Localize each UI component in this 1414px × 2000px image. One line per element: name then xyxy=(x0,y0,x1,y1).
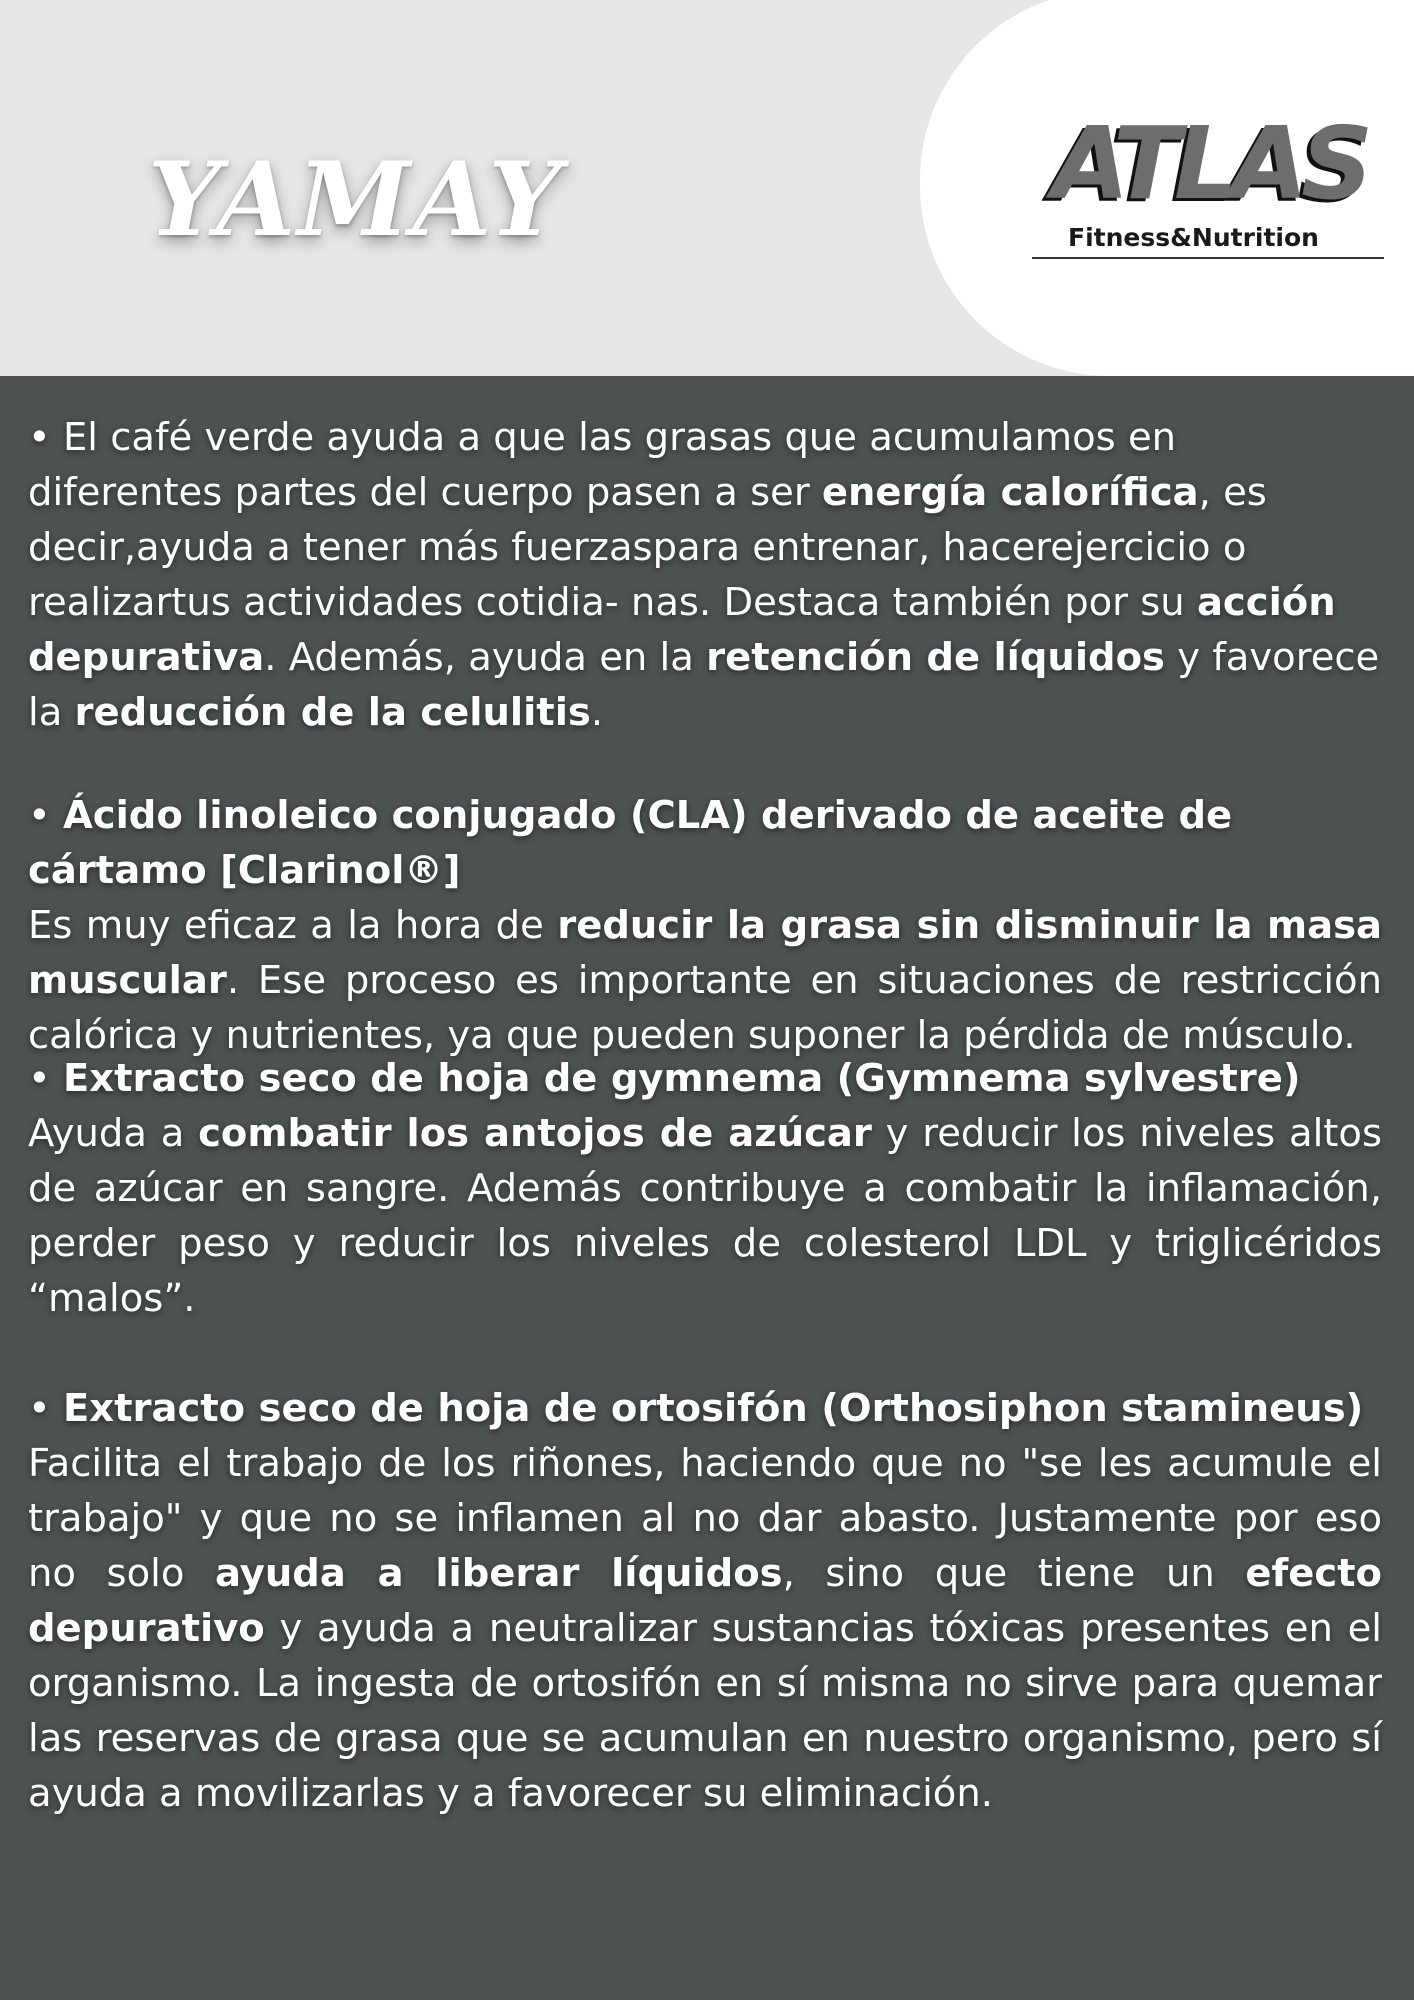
ingredients-content xyxy=(28,410,1382,1821)
logo-underline xyxy=(1032,257,1384,259)
ingredient-paragraph-cafe-verde xyxy=(28,410,1382,740)
ingredient-paragraph-gymnema xyxy=(28,1106,1382,1326)
highlight-text: acción depurativa xyxy=(28,580,1336,680)
logo-wordmark: ATLAS xyxy=(1052,105,1367,222)
highlight-text: efecto depurativo xyxy=(28,1551,1383,1651)
bullet: • xyxy=(28,793,63,838)
highlight-text: retención de líquidos xyxy=(706,635,1165,680)
ingredient-heading-cla xyxy=(28,788,1382,898)
paragraph-text: , sino que tiene un xyxy=(782,1551,1246,1596)
paragraph-text: , es decir,ayuda a tener más fuerzaspara entrenar, hacerejercicio o realizartus actividades cotidia- nas. Destaca también por su xyxy=(28,470,1267,625)
bullet: • xyxy=(28,1056,63,1101)
header-banner xyxy=(0,0,1414,376)
highlight-text: ayuda a liberar líquidos xyxy=(215,1551,783,1596)
paragraph-text: . Ese proceso es importante en situaciones de restricción calórica y nutrientes, ya que pueden suponer la pérdida de músculo. xyxy=(28,958,1382,1058)
paragraph-text: Ayuda a xyxy=(28,1111,199,1156)
brand-title: YAMAY xyxy=(148,140,564,260)
paragraph-text: Es muy eficaz a la hora de xyxy=(28,903,558,948)
spacer xyxy=(28,1326,1382,1381)
paragraph-text: . xyxy=(590,690,604,735)
paragraph-text: y ayuda a neutralizar sustancias tóxicas presentes en el organismo. La ingesta de ortosifón en sí misma no sirve para quemar las reservas de grasa que se acumulan en nuestro organismo, pero sí ayuda a movilizarlas y a favorecer su eliminación. xyxy=(28,1606,1382,1816)
ingredient-heading-gymnema xyxy=(28,1051,1382,1106)
heading-text: Ácido linoleico conjugado (CLA) derivado de aceite de cártamo [Clarinol®] xyxy=(28,793,1233,893)
logo-subtitle: Fitness&Nutrition xyxy=(1068,223,1319,252)
paragraph-text: • El café verde ayuda a que las grasas que acumulamos en diferentes partes del cuerpo pasen a ser xyxy=(28,415,1177,515)
ingredient-paragraph-cla xyxy=(28,898,1382,1063)
heading-text: Extracto seco de hoja de ortosifón (Orthosiphon stamineus) xyxy=(62,1386,1364,1431)
bullet: • xyxy=(28,1386,63,1431)
paragraph-text: y reducir los niveles altos de azúcar en sangre. Además contribuye a combatir la inflamación, perder peso y reducir los niveles de colesterol LDL y triglicéridos “malos”. xyxy=(28,1111,1382,1321)
highlight-text: energía calorífica xyxy=(821,470,1199,515)
highlight-text: reducción de la celulitis xyxy=(74,690,591,735)
paragraph-text: y favorece la xyxy=(28,635,1380,735)
ingredient-heading-ortosifon xyxy=(28,1381,1382,1436)
paragraph-text: Facilita el trabajo de los riñones, haciendo que no "se les acumule el trabajo" y que no se inflamen al no dar abasto. Justamente por eso no solo xyxy=(28,1441,1382,1596)
atlas-logo xyxy=(1030,105,1385,265)
paragraph-text: . Además, ayuda en la xyxy=(264,635,707,680)
heading-text: Extracto seco de hoja de gymnema (Gymnema sylvestre) xyxy=(62,1056,1301,1101)
highlight-text: combatir los antojos de azúcar xyxy=(198,1111,872,1156)
highlight-text: reducir la grasa sin disminuir la masa muscular xyxy=(28,903,1382,1003)
spacer xyxy=(28,740,1382,788)
ingredient-paragraph-ortosifon xyxy=(28,1436,1382,1821)
